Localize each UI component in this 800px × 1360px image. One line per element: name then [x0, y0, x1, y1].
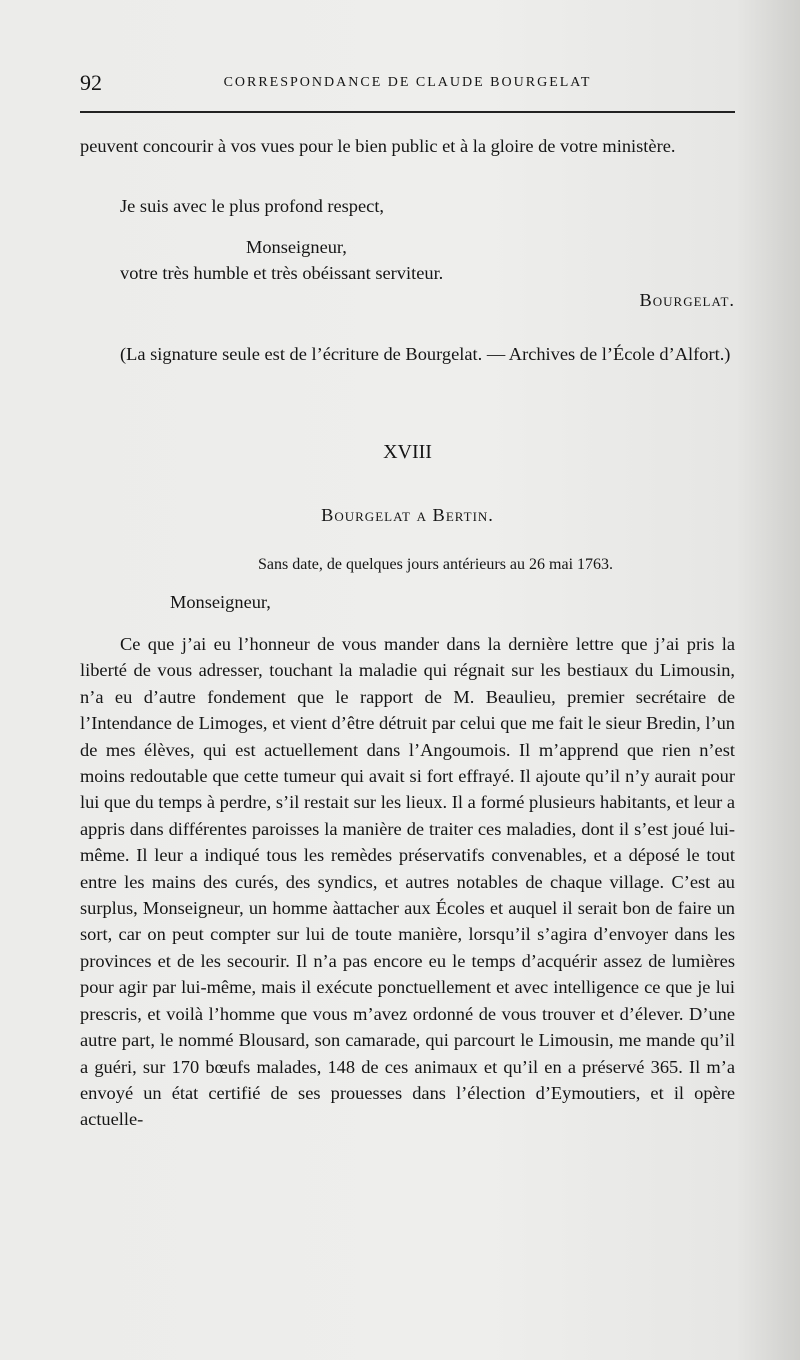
- closing-salutation: Monseigneur,: [246, 237, 347, 257]
- section-number: XVIII: [383, 441, 432, 463]
- header-rule: [80, 111, 735, 113]
- letter-closing: Je suis avec le plus profond respect,: [120, 196, 385, 216]
- signature: Bourgelat.: [639, 290, 735, 310]
- section-title: Bourgelat a Bertin.: [321, 505, 494, 525]
- running-title: CORRESPONDANCE DE CLAUDE BOURGELAT: [223, 75, 592, 90]
- page-header: [80, 70, 735, 100]
- archive-note: (La signature seule est de l’écriture de Bourgelat. — Archives de l’École d’Alfort.): [120, 344, 731, 364]
- letter-date: Sans date, de quelques jours antérieurs au 26 mai 1763.: [258, 556, 614, 573]
- letter-body: Ce que j’ai eu l’honneur de vous mander dans la dernière lettre que j’ai pris la liberté de vous adresser, touchant la maladie qui régnait sur les bestiaux du Limousin, n’a eu d’autre fondement que le rapport de M. Beaulieu, premier secrétaire de l’Intendance de Limoges, et vient d’être détruit par celui que me fait le sieur Bredin, l’un de mes élèves, qui est actuellement dans l’Angoumois. Il m’apprend que rien n’est moins redoutable que cette tumeur qui avait si fort effrayé. Il ajoute qu’il n’y aurait pour lui que du temps à perdre, s’il restait sur les lieux. Il a formé plusieurs habitants, et leur a appris dans différentes paroisses la manière de traiter ces maladies, dont il s’est joué lui-même. Il leur a indiqué tous les remèdes préservatifs convenables, et a déposé le tout entre les mains des curés, des syndics, et autres notables de chaque village. C’est au surplus, Monseigneur, un homme àattacher aux Écoles et auquel il serait bon de faire un sort, car on peut compter sur lui de toute manière, lorsqu’il s’agira d’envoyer dans les provinces et de les secourir. Il n’a pas encore eu le temps d’acquérir assez de lumières pour agir par lui-même, mais il exécute ponctuellement et avec intelligence ce que je lui prescris, et voilà l’homme que vous m’avez ordonné de vous trouver et d’élever. D’une autre part, le nommé Blousard, son camarade, qui parcourt le Limousin, me mande qu’il a guéri, sur 170 bœufs malades, 148 de ces animaux et qu’il en a préservé 365. Il m’a envoyé un état certifié de ses prouesses dans l’élection d’Eymoutiers, et il opère actuelle-: [80, 634, 735, 1130]
- letter-salutation: Monseigneur,: [170, 592, 271, 612]
- servant-line: votre très humble et très obéissant serviteur.: [120, 263, 444, 283]
- letter-continuation: peuvent concourir à vos vues pour le bien public et à la gloire de votre ministère.: [80, 136, 676, 156]
- page-number: 92: [80, 70, 102, 95]
